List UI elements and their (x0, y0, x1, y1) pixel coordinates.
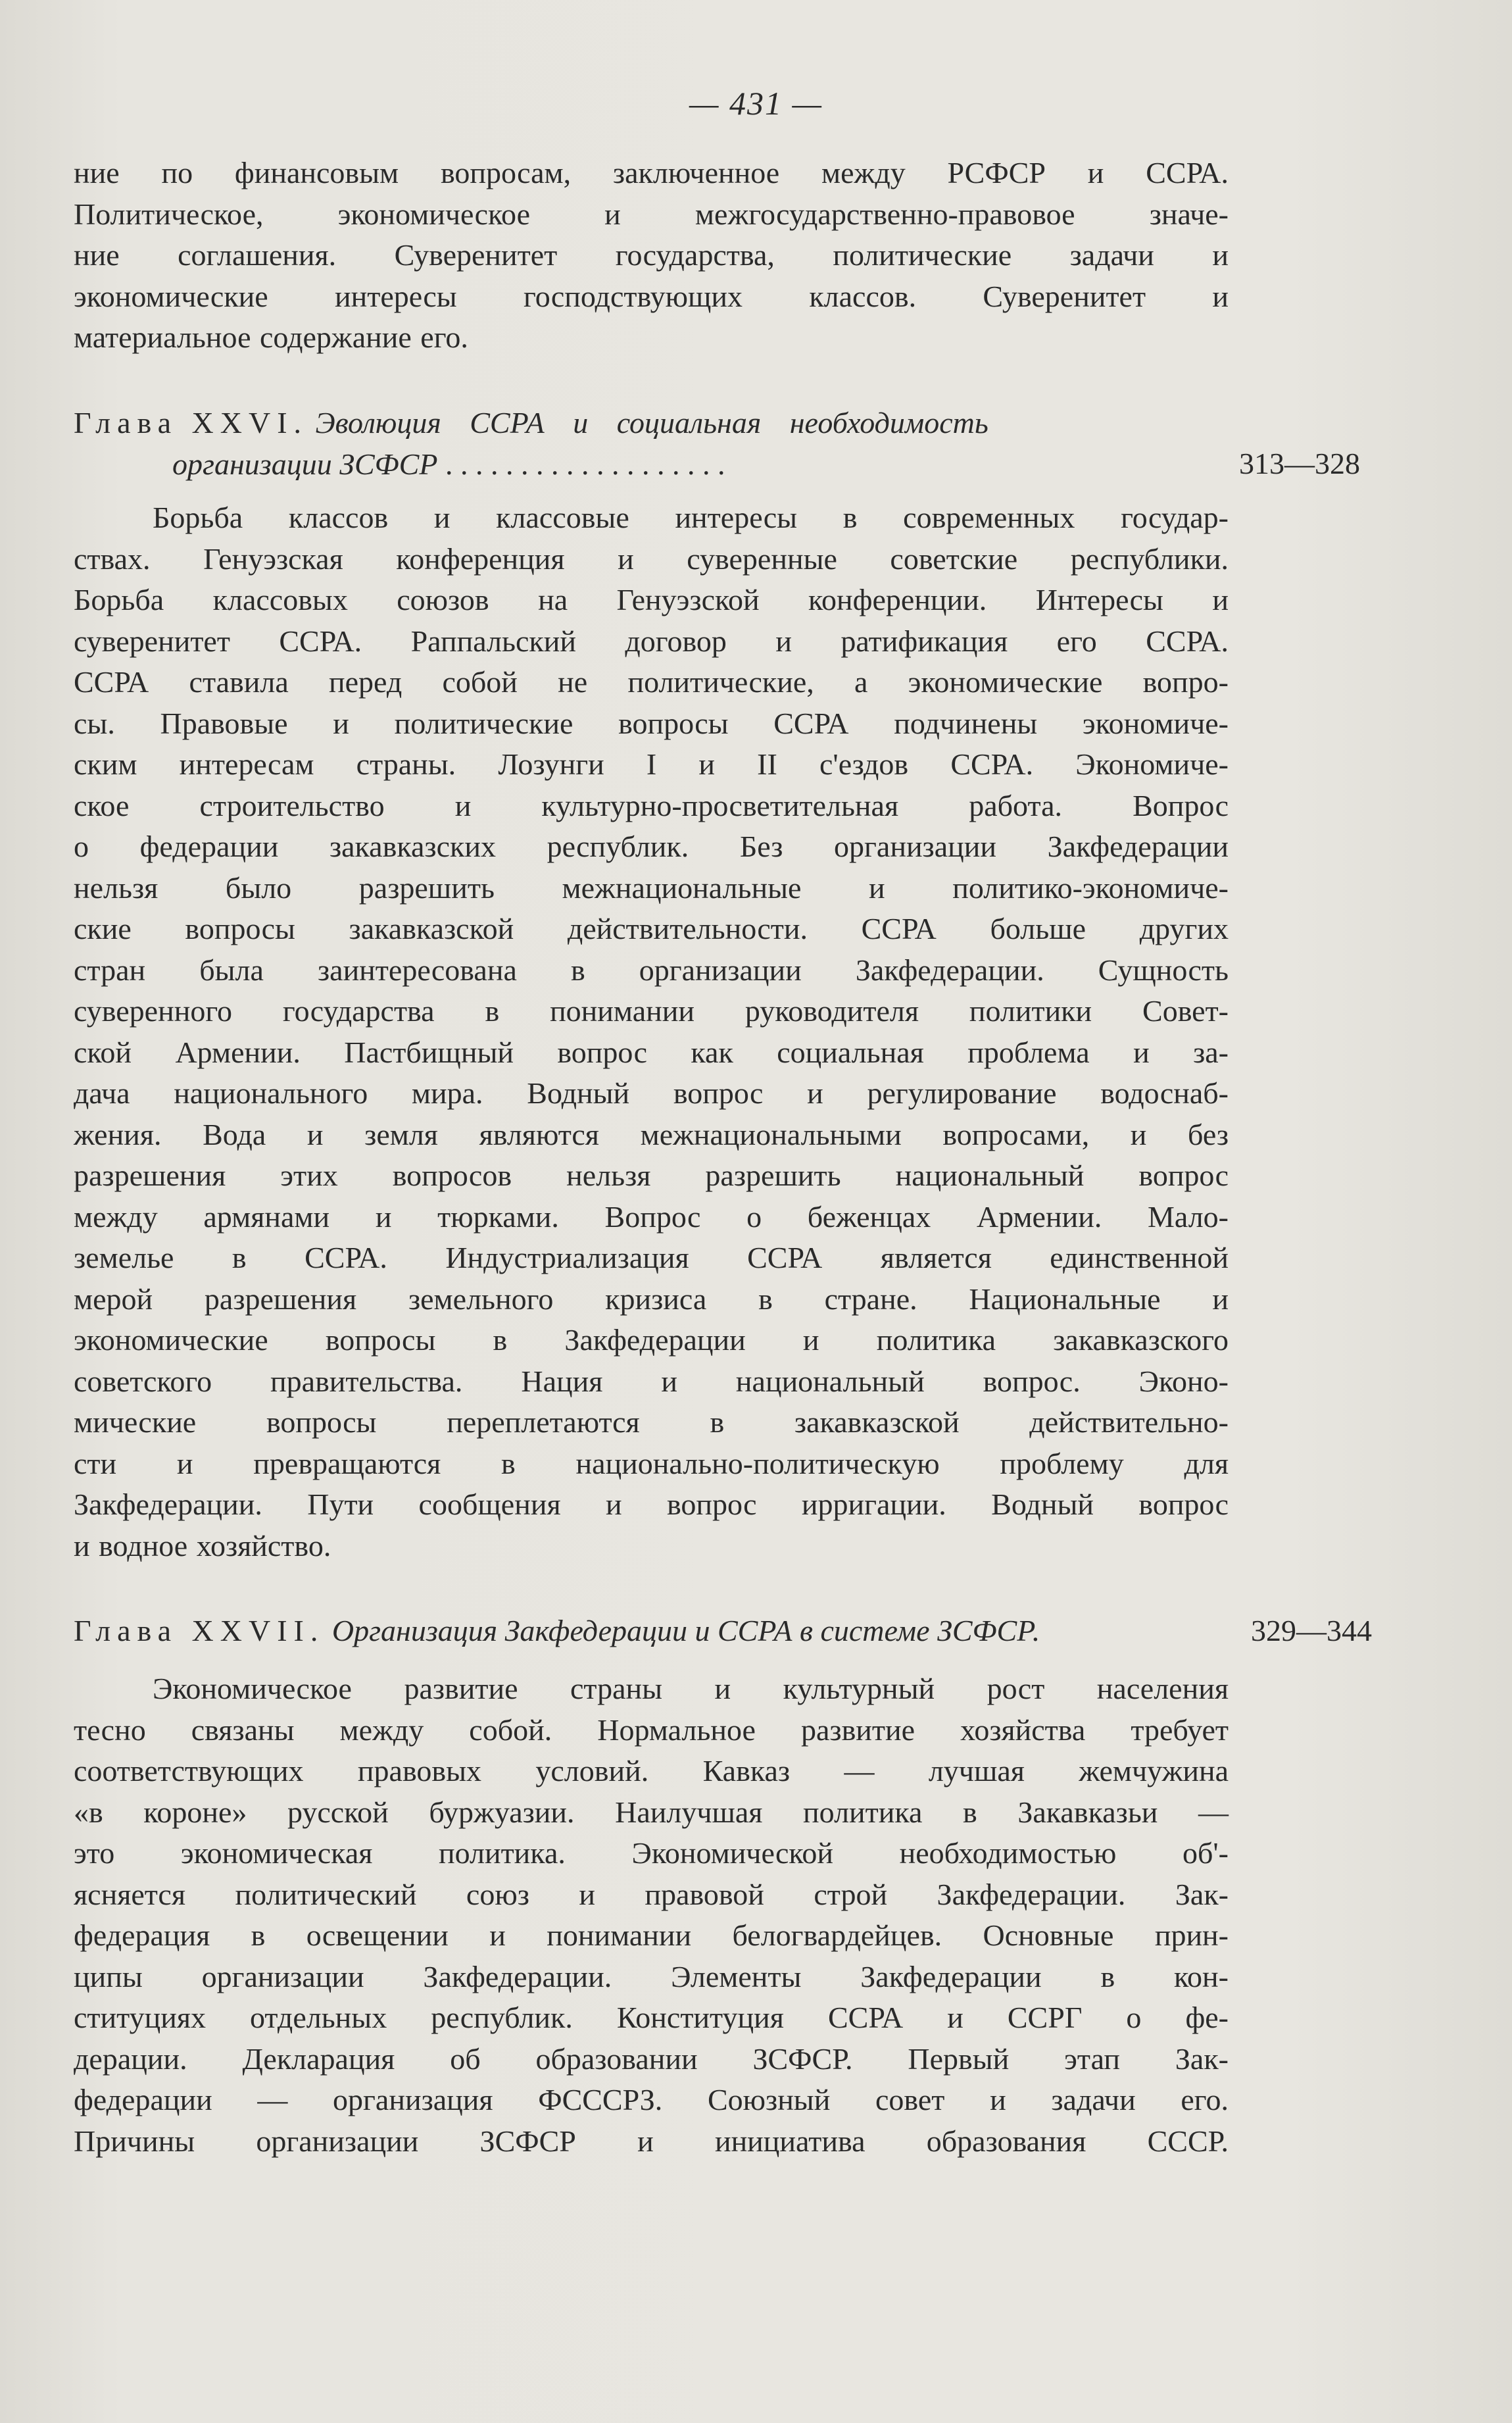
chapter-title: Организация Закфедерации и ССРА в системе ЗСФСР. (331, 1614, 1040, 1647)
text-line: жения. Вода и земля являются межнациональными вопросами, и без (74, 1117, 1229, 1151)
text-line: соответствующих правовых условий. Кавказ — лучшая жемчужина (74, 1754, 1229, 1787)
text-line: ние по финансовым вопросам, заключенное между РСФСР и ССРА. (74, 156, 1229, 189)
text-line: между армянами и тюрками. Вопрос о беженцах Армении. Мало- (74, 1199, 1229, 1234)
text-line: суверенного государства в понимании руководителя политики Совет- (74, 994, 1229, 1028)
chapter-heading-line-1 (74, 403, 1389, 444)
chapter-title: Эволюция ССРА и социальная необходимость (315, 406, 988, 439)
text-line: нельзя было разрешить межнациональные и политико-экономиче- (74, 870, 1229, 905)
chapter-27-summary (74, 1668, 1229, 2162)
text-line: это экономическая политика. Экономической необходимостью об'- (74, 1836, 1229, 1870)
text-line: сы. Правовые и политические вопросы ССРА подчинены экономиче- (74, 706, 1229, 740)
text-line: ской Армении. Пастбищный вопрос как социальная проблема и за- (74, 1035, 1229, 1069)
text-line: ясняется политический союз и правовой строй Закфедерации. Зак- (74, 1877, 1229, 1911)
text-line: ское строительство и культурно-просветительная работа. Вопрос (74, 788, 1229, 822)
chapter-26-summary (74, 497, 1229, 1566)
text-line: «в короне» русской буржуазии. Наилучшая политика в Закавказьи — (74, 1795, 1229, 1829)
text-line: суверенитет ССРА. Раппальский договор и ратификация его ССРА. (74, 624, 1229, 658)
text-line: Причины организации ЗСФСР и инициатива образования СССР. (74, 2124, 1229, 2158)
chapter-26-heading (74, 403, 1389, 485)
text-line: ские вопросы закавказской действительности. ССРА больше других (74, 912, 1229, 945)
text-line: дача национального мира. Водный вопрос и регулирование водоснаб- (74, 1076, 1229, 1110)
text-line: стран была заинтересована в организации Закфедерации. Сущность (74, 953, 1229, 987)
text-line: Политическое, экономическое и межгосударственно-правовое значе- (74, 197, 1229, 231)
text-line: материальное содержание его. (74, 320, 468, 354)
leader-dots: . . . . . . . . . . . . . . . . . . . (445, 447, 725, 481)
chapter-title-continued: организации ЗСФСР (172, 447, 438, 481)
text-line: экономические интересы господствующих классов. Суверенитет и (74, 279, 1229, 313)
text-line: ствах. Генуэзская конференция и суверенные советские республики. (74, 541, 1229, 576)
text-line: экономические вопросы в Закфедерации и политика закавказского (74, 1323, 1229, 1357)
chapter-27-heading (74, 1611, 1389, 1652)
text-line: тесно связаны между собой. Нормальное развитие хозяйства требует (74, 1712, 1229, 1747)
text-line: советского правительства. Нация и национальный вопрос. Эконо- (74, 1364, 1229, 1398)
text-line: ституциях отдельных республик. Конституция ССРА и ССРГ о фе- (74, 2001, 1229, 2034)
text-line: и водное хозяйство. (74, 1528, 331, 1562)
text-line: сти и превращаются в национально-политическую проблему для (74, 1446, 1229, 1480)
chapter-heading-line-1 (74, 1611, 1389, 1652)
text-line: ние соглашения. Суверенитет государства, политические задачи и (74, 238, 1229, 272)
text-line: о федерации закавказских республик. Без организации Закфедерации (74, 830, 1229, 863)
text-line: Закфедерации. Пути сообщения и вопрос ирригации. Водный вопрос (74, 1487, 1229, 1521)
text-line: ципы организации Закфедерации. Элементы Закфедерации в кон- (74, 1959, 1229, 1993)
text-line: ССРА ставила перед собой не политические, а экономические вопро- (74, 665, 1229, 699)
text-line: разрешения этих вопросов нельзя разрешить национальный вопрос (74, 1159, 1229, 1192)
intro-paragraph (74, 153, 1229, 359)
text-line: мические вопросы переплетаются в закавказской действительно- (74, 1405, 1229, 1439)
page-number: — 431 — (689, 85, 823, 122)
chapter-heading-line-2 (74, 444, 1389, 486)
text-line: дерации. Декларация об образовании ЗСФСР. Первый этап Зак- (74, 2041, 1229, 2076)
text-line: федерация в освещении и понимании белогвардейцев. Основные прин- (74, 1918, 1229, 1952)
text-line: мерой разрешения земельного кризиса в стране. Национальные и (74, 1282, 1229, 1316)
chapter-pages: 313—328 (1239, 447, 1360, 480)
text-line: Борьба классов и классовые интересы в современных государ- (153, 501, 1229, 534)
text-line: Борьба классовых союзов на Генуэзской конференции. Интересы и (74, 583, 1229, 616)
chapter-label: Глава XXVII. (74, 1614, 325, 1647)
text-line: ским интересам страны. Лозунги I и II с'ездов ССРА. Экономиче- (74, 747, 1229, 781)
text-line: Экономическое развитие страны и культурный рост населения (153, 1672, 1229, 1705)
text-line: федерации — организация ФСССРЗ. Союзный совет и задачи его. (74, 2083, 1229, 2116)
chapter-label: Глава XXVI. (74, 406, 308, 439)
text-line: земелье в ССРА. Индустриализация ССРА является единственной (74, 1241, 1229, 1274)
chapter-pages: 329—344 (1251, 1614, 1372, 1647)
